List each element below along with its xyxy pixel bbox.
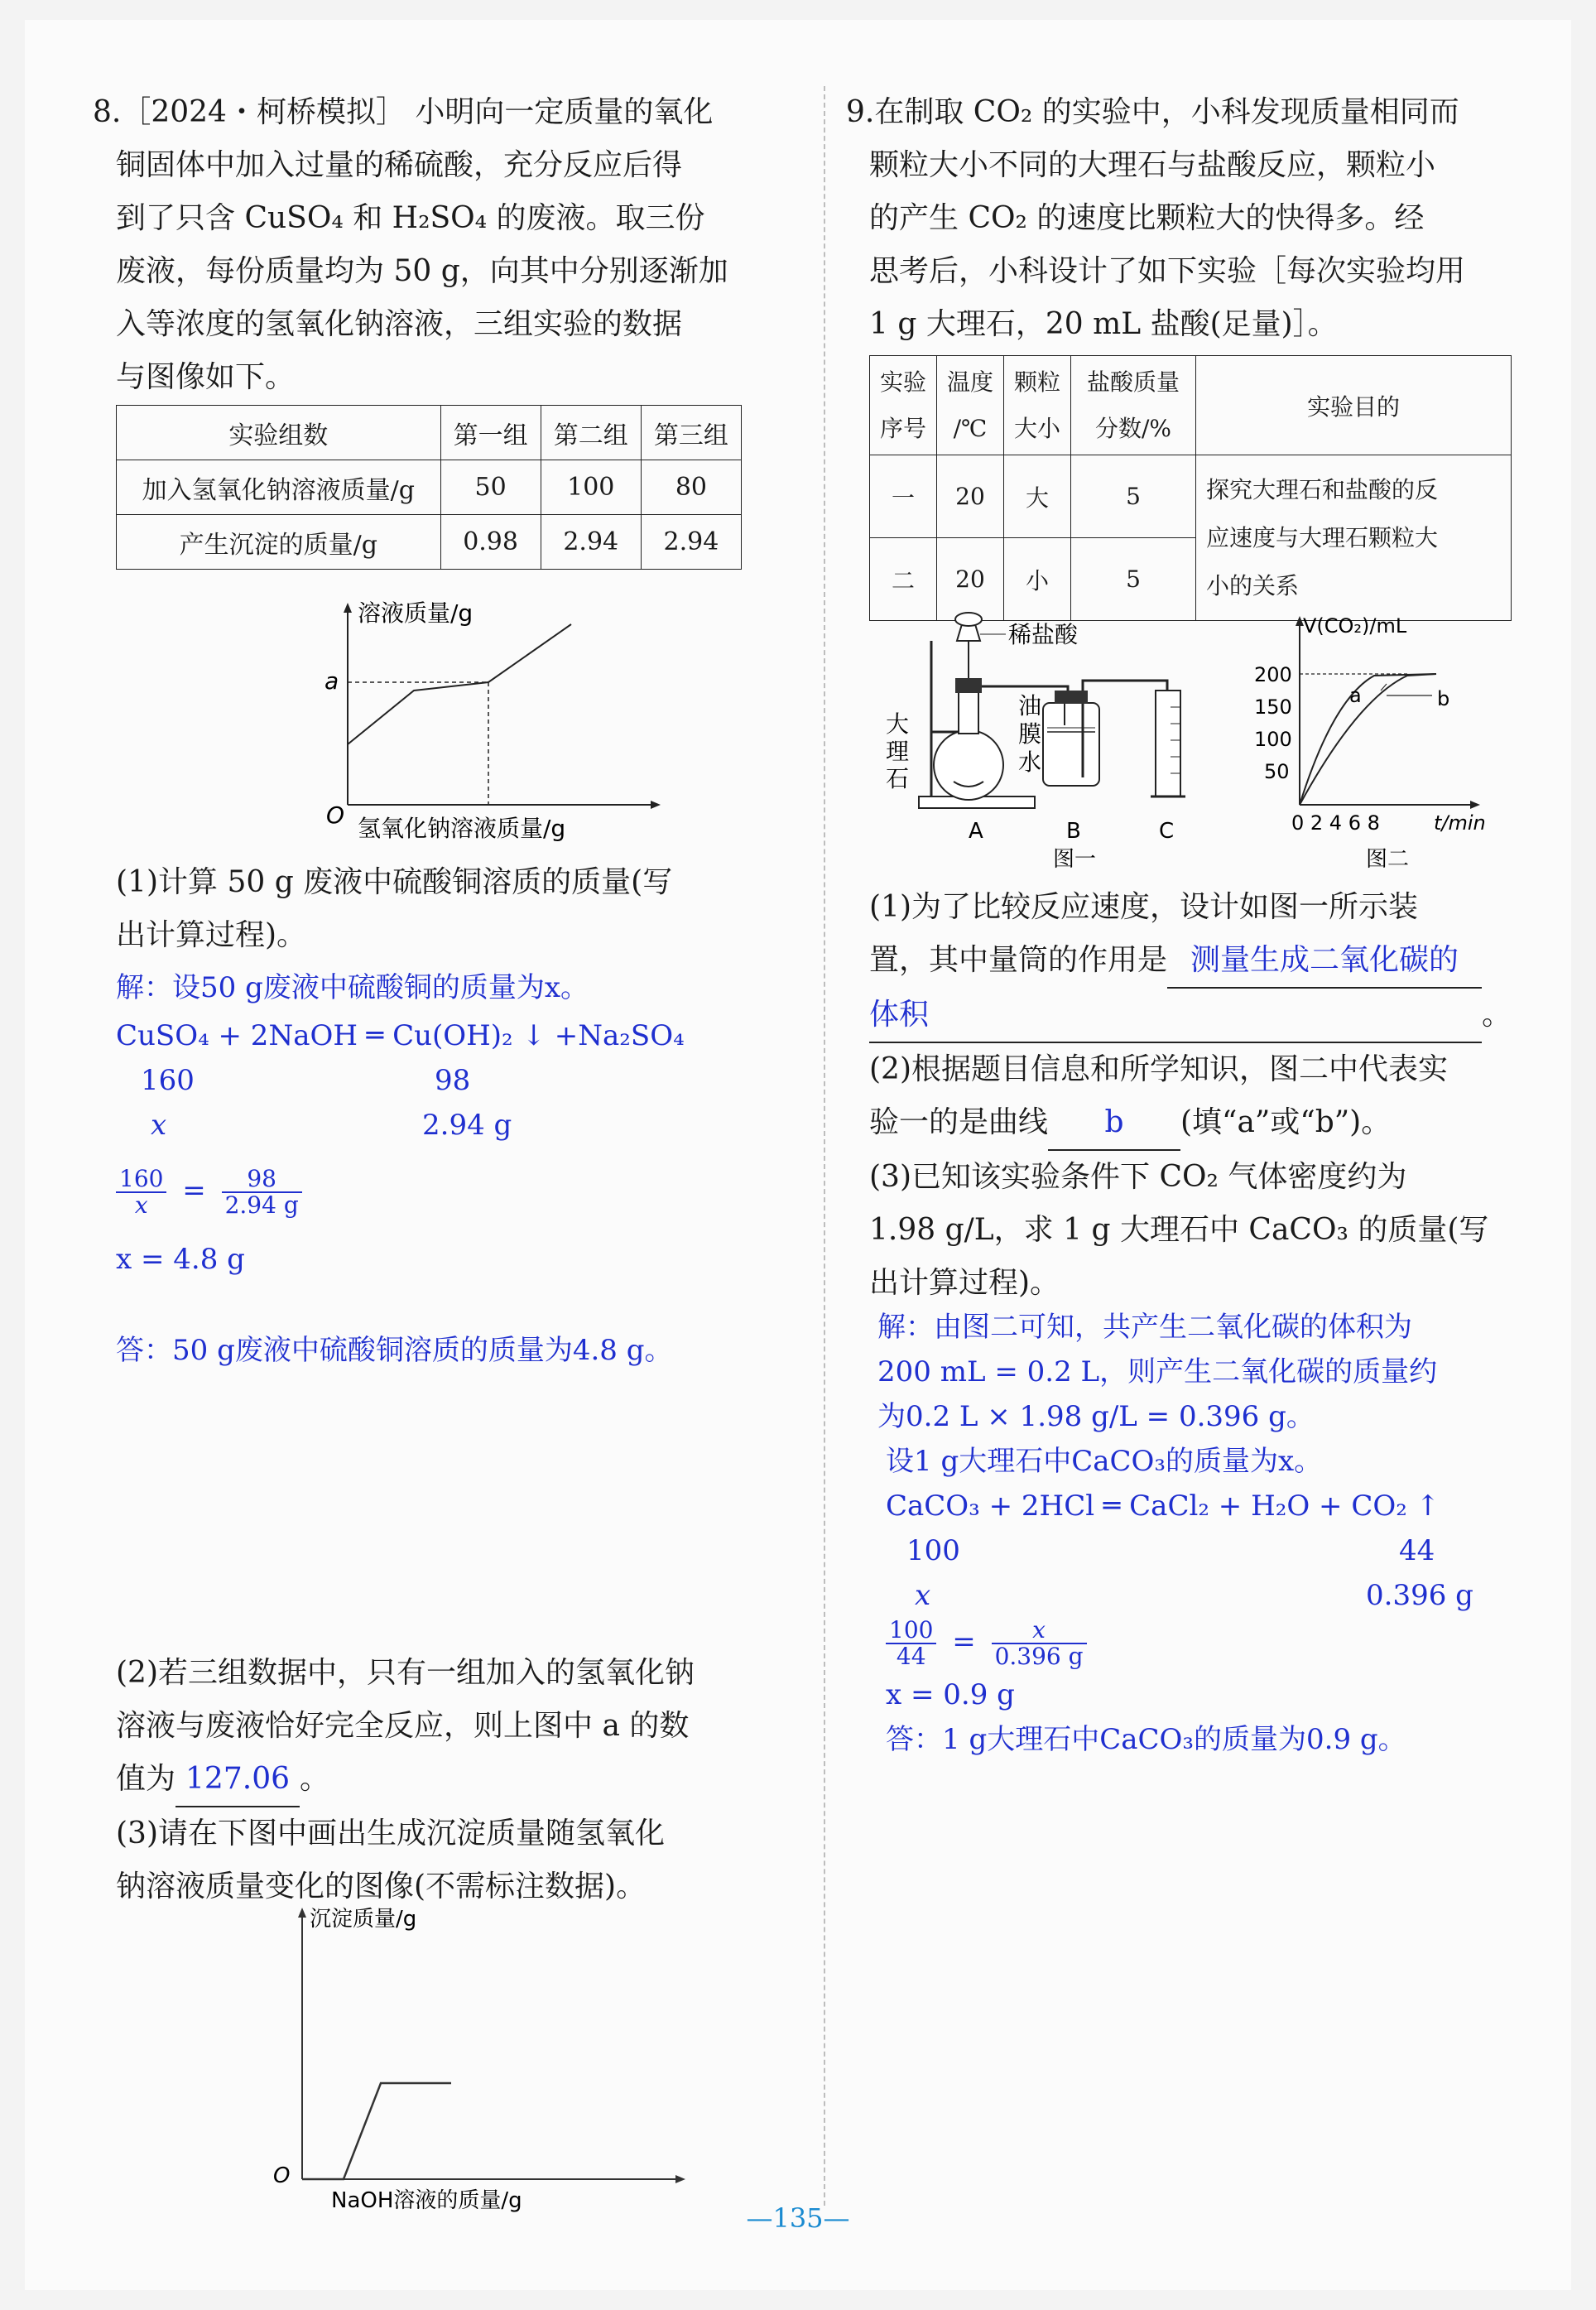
q9-sub2-line: (2)根据题目信息和所学知识，图二中代表实 — [869, 1052, 1448, 1086]
precipitate-line — [302, 2083, 451, 2179]
label-water: 水 — [1018, 748, 1042, 776]
flask-neck — [959, 691, 978, 734]
fraction-left — [886, 1618, 936, 1669]
y-axis-label: 溶液质量/g — [358, 599, 474, 627]
table-cell: 0.98 — [440, 515, 541, 570]
q8-stem-line: 入等浓度的氢氧化钠溶液，三组实验的数据 — [116, 307, 683, 341]
q9-stem-line: 9.在制取 CO₂ 的实验中，小科发现质量相同而 — [846, 95, 1459, 129]
label-oil: 油 — [1018, 692, 1042, 719]
curve-b — [1300, 674, 1436, 805]
q8-stem-line: 废液，每份质量均为 50 g，向其中分别逐渐加 — [116, 254, 728, 288]
q8-solution-mass-graph — [306, 599, 679, 848]
label-C: C — [1159, 819, 1175, 844]
line: 应速度与大理石颗粒大 — [1206, 523, 1439, 551]
line: 颗粒 — [1013, 368, 1060, 396]
q8-stem-line: 到了只含 CuSO₄ 和 H₂SO₄ 的废液。取三份 — [116, 201, 705, 235]
table-header-row — [870, 356, 1512, 455]
measuring-cylinder — [1156, 691, 1180, 796]
text: 置，其中量筒的作用是 — [869, 943, 1168, 977]
q8-sub1-line: 出计算过程)。 — [116, 918, 307, 952]
bottle-stopper — [1055, 691, 1088, 704]
table-cell: 产生沉淀的质量/g — [117, 515, 441, 570]
q8-sub3-line: 钠溶液质量变化的图像(不需标注数据)。 — [116, 1870, 647, 1903]
line: /℃ — [953, 414, 988, 442]
numerator: x — [992, 1618, 1087, 1644]
line: 大小 — [1013, 414, 1060, 442]
line: 序号 — [879, 414, 926, 442]
y-axis-arrow — [298, 1908, 306, 1918]
a-label: a — [324, 667, 339, 695]
q8-sub2 — [116, 1647, 808, 1913]
equals-sign: = — [182, 1174, 206, 1207]
table-cell: 小 — [1004, 538, 1071, 621]
q8-sol1-result: x = 4.8 g — [116, 1243, 245, 1276]
text: 。 — [300, 1762, 330, 1796]
page-number: —135— — [746, 2202, 850, 2234]
label-marble-2: 理 — [886, 738, 910, 765]
figure-2-caption: 图二 — [1366, 847, 1410, 872]
q8-sol1-intro: 解：设50 g废液中硫酸铜的质量为x。 — [116, 971, 589, 1004]
q8-sub2-answer-blank[interactable]: 127.06 — [175, 1753, 300, 1807]
numerator: 100 — [886, 1618, 936, 1644]
q9-sub1-line-2 — [869, 934, 1545, 989]
q8-sol1-molar-1: 160 — [141, 1064, 195, 1097]
q9-sol3-result: x = 0.9 g — [886, 1678, 1015, 1711]
q9-sol3-answer: 答：1 g大理石中CaCO₃的质量为0.9 g。 — [886, 1723, 1406, 1756]
text: 。 — [1482, 998, 1512, 1032]
table-cell: 5 — [1071, 455, 1196, 538]
q8-stem-line: 与图像如下。 — [116, 360, 296, 394]
table-header-row — [117, 406, 742, 460]
table-cell: 100 — [541, 460, 641, 515]
q8-sol1-equation: CuSO₄ + 2NaOH ═ Cu(OH)₂ ↓ +Na₂SO₄ — [116, 1019, 685, 1052]
q8-sub2-line: (2)若三组数据中，只有一组加入的氢氧化钠 — [116, 1656, 695, 1690]
q9-experiment-table — [869, 355, 1512, 621]
table-cell: 80 — [641, 460, 741, 515]
q8-stem-line: 8.［2024・柯桥模拟］ 小明向一定质量的氧化 — [93, 95, 714, 129]
q9-sol3-line: 为0.2 L × 1.98 g/L = 0.396 g。 — [877, 1400, 1315, 1433]
q8-sol1-answer: 答：50 g废液中硫酸铜溶质的质量为4.8 g。 — [116, 1334, 673, 1367]
line: 小的关系 — [1206, 571, 1300, 599]
q8-data-table — [116, 405, 742, 570]
denominator: 0.396 g — [994, 1643, 1084, 1670]
y-axis-label: 沉淀质量/g — [310, 1907, 417, 1932]
text: 验一的是曲线 — [869, 1105, 1049, 1139]
origin-label: O — [326, 801, 345, 829]
table-cell: 2.94 — [541, 515, 641, 570]
table-header-cell: 实验组数 — [117, 406, 441, 460]
q8-stem-line: 铜固体中加入过量的稀硫酸，充分反应后得 — [116, 148, 683, 182]
table-header-cell — [1004, 356, 1071, 455]
text: (填“a”或“b”)。 — [1180, 1105, 1392, 1139]
q9-sol3-line: 200 mL = 0.2 L，则产生二氧化碳的质量约 — [877, 1355, 1438, 1388]
q9-sub3-line: 1.98 g/L，求 1 g 大理石中 CaCO₃ 的质量(写 — [869, 1213, 1489, 1247]
label-B: B — [1066, 819, 1081, 844]
q8-sub2-line: 溶液与废液恰好完全反应，则上图中 a 的数 — [116, 1709, 690, 1743]
numerator: 98 — [222, 1167, 302, 1193]
q9-volume-time-graph — [1242, 608, 1515, 873]
table-cell: 加入氢氧化钠溶液质量/g — [117, 460, 441, 515]
x-axis-label: t/min — [1434, 811, 1486, 835]
table-header-cell: 实验目的 — [1196, 356, 1512, 455]
fraction-right — [992, 1618, 1087, 1669]
q8-stem — [93, 86, 808, 404]
q9-sol3-given: 0.396 g — [1366, 1579, 1473, 1612]
q8-precipitate-graph — [265, 1899, 712, 2214]
q9-sub1-line-3 — [869, 989, 1545, 1043]
line: 盐酸质量 — [1086, 368, 1180, 396]
table-header-cell: 第三组 — [641, 406, 741, 460]
q8-sol1-given: 2.94 g — [422, 1109, 512, 1142]
curve-a-label: a — [1349, 684, 1362, 707]
table-cell: 一 — [870, 455, 937, 538]
q8-sub1 — [116, 856, 808, 962]
table-cell: 5 — [1071, 538, 1196, 621]
q9-sol3-var: x — [915, 1579, 931, 1612]
x-axis-label: NaOH溶液的质量/g — [331, 2188, 522, 2213]
q9-sub1-answer-blank-1[interactable]: 测量生成二氧化碳的 — [1167, 934, 1482, 989]
origin-label: O — [273, 2163, 291, 2188]
x-axis-arrow — [675, 2175, 685, 2183]
table-row — [870, 455, 1512, 538]
q9-stem — [846, 86, 1545, 351]
denominator: 44 — [896, 1643, 926, 1670]
y-tick: 50 — [1264, 760, 1290, 783]
q9-stem-line: 的产生 CO₂ 的速度比颗粒大的快得多。经 — [869, 201, 1425, 235]
q8-sub1-line: (1)计算 50 g 废液中硫酸铜溶质的质量(写 — [116, 865, 673, 899]
q9-sol3-equation: CaCO₃ + 2HCl ═ CaCl₂ + H₂O + CO₂ ↑ — [886, 1489, 1440, 1523]
column-divider — [824, 86, 825, 2206]
label-marble-1: 大 — [886, 710, 910, 738]
q9-sol3-molar-2: 44 — [1399, 1534, 1435, 1567]
table-cell: 二 — [870, 538, 937, 621]
denominator: x — [134, 1191, 148, 1219]
q9-sub3-line: (3)已知该实验条件下 CO₂ 气体密度约为 — [869, 1160, 1407, 1194]
funnel-top — [955, 613, 982, 626]
x-axis-arrow — [651, 801, 661, 809]
q9-sol3-proportion — [886, 1618, 1087, 1669]
label-marble-3: 石 — [886, 765, 910, 792]
q8-sol1-proportion — [116, 1167, 302, 1218]
q9-sub3-line: 出计算过程)。 — [869, 1266, 1060, 1300]
denominator: 2.94 g — [224, 1191, 299, 1219]
q9-sol3-line: 设1 g大理石中CaCO₃的质量为x。 — [886, 1445, 1323, 1478]
fraction-right — [222, 1167, 302, 1218]
curve-b-label: b — [1437, 687, 1450, 710]
figure-1-caption: 图一 — [1053, 847, 1097, 872]
q9-stem-line: 颗粒大小不同的大理石与盐酸反应，颗粒小 — [869, 148, 1436, 182]
label-film: 膜 — [1018, 720, 1042, 748]
q9-sol3-molar-1: 100 — [906, 1534, 960, 1567]
table-header-cell — [937, 356, 1004, 455]
table-cell: 大 — [1004, 455, 1071, 538]
q9-stem-line: 思考后，小科设计了如下实验［每次实验均用 — [869, 254, 1466, 288]
y-tick: 100 — [1254, 728, 1292, 751]
q9-apparatus-figure — [877, 608, 1225, 873]
table-header-cell — [870, 356, 937, 455]
line: 实验 — [879, 368, 926, 396]
x-axis-label: 氢氧化钠溶液质量/g — [358, 815, 566, 842]
flask-stopper — [955, 678, 982, 693]
table-header-cell: 第一组 — [440, 406, 541, 460]
q9-sub2-line-2 — [869, 1096, 1545, 1151]
table-row — [117, 460, 742, 515]
solution-mass-line — [348, 624, 571, 744]
table-header-cell: 第二组 — [541, 406, 641, 460]
q9-sub2-answer-blank[interactable]: b — [1048, 1096, 1180, 1151]
label-acid: 稀盐酸 — [1008, 621, 1079, 648]
y-axis-arrow — [344, 603, 352, 613]
y-axis-label: V(CO₂)/mL — [1303, 614, 1407, 638]
x-axis-arrow — [1470, 801, 1480, 809]
q9-sol3-line: 解：由图二可知，共产生二氧化碳的体积为 — [877, 1311, 1412, 1344]
line: 分数/% — [1094, 414, 1172, 442]
y-tick: 200 — [1254, 663, 1292, 686]
numerator: 160 — [116, 1167, 166, 1193]
purpose-cell — [1196, 455, 1512, 621]
y-tick: 150 — [1254, 695, 1292, 719]
table-row — [117, 515, 742, 570]
flask-body — [934, 730, 1003, 800]
table-cell: 20 — [937, 538, 1004, 621]
q8-sol1-molar-2: 98 — [435, 1064, 471, 1097]
dropping-funnel — [957, 624, 980, 678]
fraction-left — [116, 1167, 166, 1218]
q9-stem-line: 1 g 大理石，20 mL 盐酸(足量)］。 — [869, 307, 1338, 341]
q9-sub1 — [869, 881, 1545, 1310]
equals-sign: = — [952, 1625, 976, 1658]
q8-sub2-line-3 — [116, 1753, 808, 1807]
line: 探究大理石和盐酸的反 — [1206, 475, 1439, 503]
label-A: A — [969, 819, 983, 844]
page — [25, 20, 1571, 2290]
line: 温度 — [946, 368, 993, 396]
table-header-cell — [1071, 356, 1196, 455]
q9-sub1-answer-blank-2[interactable]: 体积 — [869, 989, 1482, 1043]
q8-sol1-var: x — [151, 1109, 167, 1142]
table-cell: 20 — [937, 455, 1004, 538]
bottle-b — [1043, 703, 1099, 786]
q9-sub1-line: (1)为了比较反应速度，设计如图一所示装 — [869, 890, 1418, 924]
table-cell: 2.94 — [641, 515, 741, 570]
x-ticks: 0 2 4 6 8 — [1291, 811, 1380, 835]
text: 值为 — [116, 1762, 176, 1796]
table-cell: 50 — [440, 460, 541, 515]
curve-a — [1300, 674, 1436, 805]
q8-sub3-line: (3)请在下图中画出生成沉淀质量随氢氧化 — [116, 1817, 665, 1850]
